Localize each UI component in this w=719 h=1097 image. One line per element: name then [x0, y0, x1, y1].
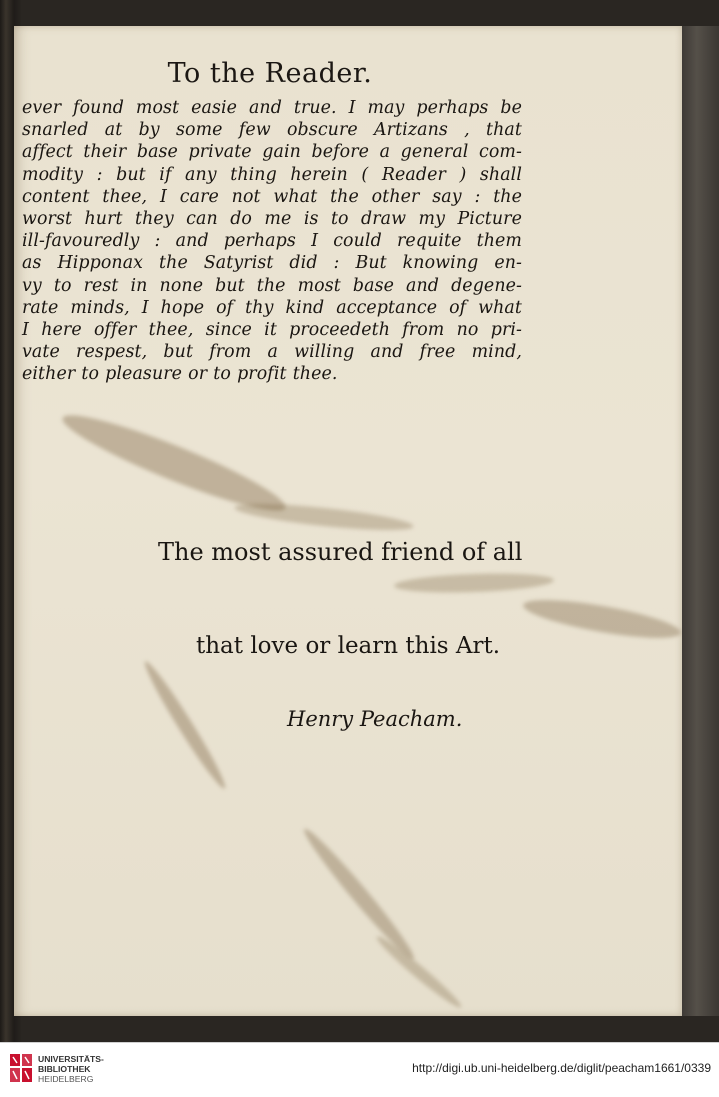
ink-stain — [521, 592, 683, 645]
permalink-url[interactable]: http://digi.ub.uni-heidelberg.de/diglit/peacham1661/0339 — [412, 1061, 711, 1075]
library-name — [38, 1054, 104, 1084]
text-line: as Hipponax the Satyrist did : But knowing en- — [22, 253, 522, 274]
ink-stain — [298, 824, 420, 965]
text-line: vate respest, but from a willing and free mind, — [22, 342, 522, 363]
text-line: vy to rest in none but the most base and degene- — [22, 275, 522, 296]
closing-line-1: The most assured friend of all — [158, 538, 523, 566]
ink-stain — [373, 932, 465, 1012]
ink-stain — [139, 658, 230, 793]
text-line: ill-favouredly : and perhaps I could requite them — [22, 231, 522, 252]
library-name-line: UNIVERSITÄTS- — [38, 1054, 104, 1064]
text-line: ever found most easie and true. I may perhaps be — [22, 98, 522, 118]
text-line: affect their base private gain before a general com- — [22, 142, 522, 163]
author-signature: Henry Peacham. — [287, 707, 463, 731]
library-name-line: HEIDELBERG — [38, 1074, 94, 1084]
text-line: rate minds, I hope of thy kind acceptance of what — [22, 297, 522, 318]
page-heading: To the Reader. — [167, 58, 373, 89]
book-spine-edge — [682, 26, 719, 1016]
text-line: snarled at by some few obscure Artizans , that — [22, 120, 522, 141]
text-line: content thee, I care not what the other say : the — [22, 186, 522, 207]
text-line: I here offer thee, since it proceedeth from no pri- — [22, 319, 522, 340]
library-name-line: BIBLIOTHEK — [38, 1064, 91, 1074]
text-line-last: either to pleasure or to profit thee. — [22, 364, 338, 385]
ink-stain — [234, 499, 415, 536]
viewer-footer — [0, 1042, 719, 1097]
text-line: worst hurt they can do me is to draw my Picture — [22, 208, 522, 229]
ink-stain — [394, 571, 555, 595]
text-line: modity : but if any thing herein ( Reader ) shall — [22, 164, 522, 185]
body-paragraph — [22, 97, 522, 385]
closing-line-2: that love or learn this Art. — [196, 633, 501, 659]
library-logo-icon[interactable] — [8, 1052, 34, 1088]
